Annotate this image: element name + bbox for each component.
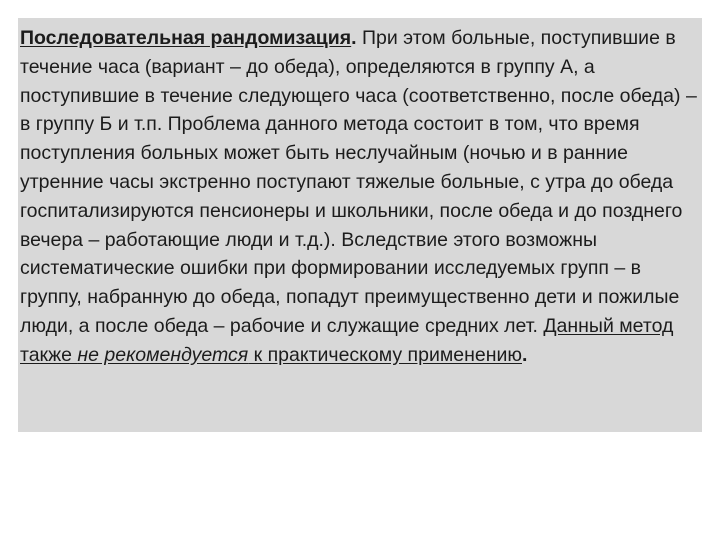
final-period: .	[522, 343, 528, 366]
conclusion-start: Данный метод также	[20, 314, 674, 366]
paragraph-body: При этом больные, поступившие в течение часа (вариант – до обеда), определяются в группу А, а поступившие в течение следующего часа (соответственно, после обеда) – в группу Б и т.п. Проблема данного метода состоит в том, что время поступления больных может быть неслучайным (ночью и в ранние утренние часы экстренно поступают тяжелые больные, с утра до обеда госпитализируются пенсионеры и школьники, после обеда и до позднего вечера – работающие люди и т.д.). Вследствие этого возможны систематические ошибки при формировании исследуемых групп – в группу, набранную до обеда, попадут преимущественно дети и пожилые люди, а после обеда – рабочие и служащие средних лет.	[20, 27, 697, 337]
term-period: .	[351, 27, 357, 49]
term-heading: Последовательная рандомизация	[20, 27, 352, 49]
conclusion-end: к практическому применению	[248, 343, 522, 366]
paragraph	[20, 24, 700, 370]
conclusion-emphasis: не рекомендуется	[77, 343, 249, 366]
